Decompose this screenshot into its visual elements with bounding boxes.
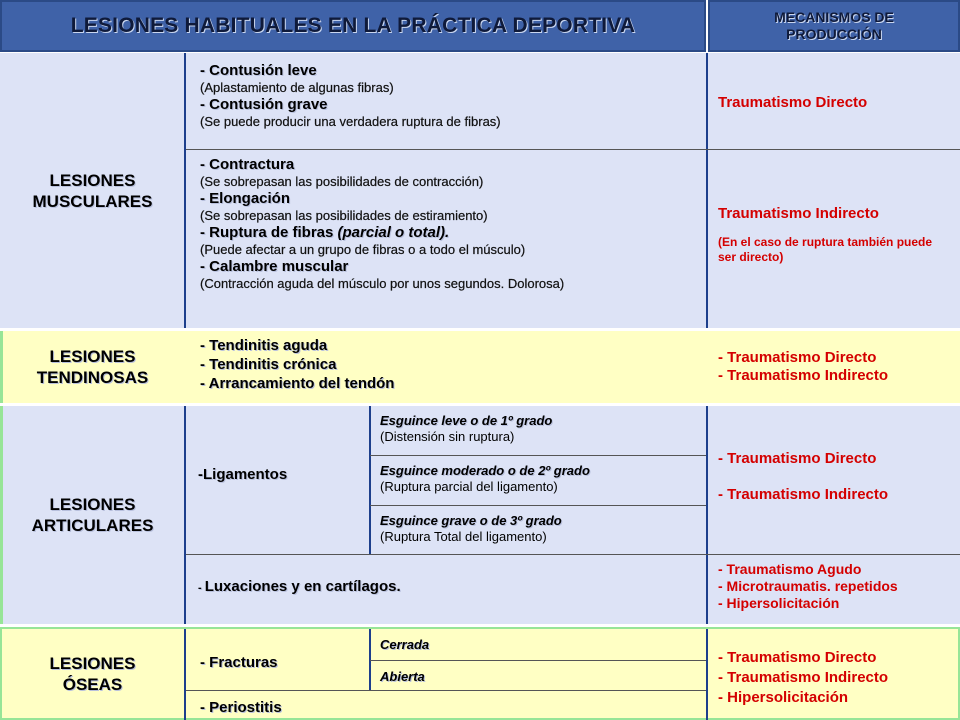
musculares-group1 [186, 58, 706, 148]
luxaciones-mechanism [708, 561, 958, 612]
esguince-grado-3 [370, 509, 706, 545]
mechanism-indirecto: - Traumatismo Indirecto [718, 486, 889, 503]
contusion-grave: - Contusión grave [200, 96, 328, 113]
ligamentos-label: -Ligamentos [198, 466, 288, 483]
esguince-grado-1-desc: (Distensión sin ruptura) [380, 429, 515, 444]
contusion-grave-desc: (Se puede producir una verdadera ruptura de fibras) [200, 114, 501, 129]
musculares-group2-mechanism [708, 205, 953, 265]
esguince-grado-3-title: Esguince grave o de 3º grado [380, 513, 562, 528]
divider [370, 505, 706, 506]
tendinitis-aguda: - Tendinitis aguda [200, 337, 328, 354]
articulares-label [0, 406, 185, 624]
ruptura-fibras-type: (parcial o total). [337, 224, 450, 241]
mechanism-note: (En el caso de ruptura también puede ser directo) [718, 235, 933, 264]
ruptura-fibras-main: - Ruptura de fibras [200, 224, 338, 241]
elongacion: - Elongación [200, 190, 290, 207]
esguince-grado-3-desc: (Ruptura Total del ligamento) [380, 529, 547, 544]
tendinosas-items [186, 336, 706, 393]
luxaciones-dash: - [198, 582, 205, 594]
oseas-label-line2: ÓSEAS [62, 674, 123, 694]
mechanism-directo: - Traumatismo Directo [718, 349, 877, 366]
fractura-abierta [370, 669, 425, 685]
mechanism-hipersolicitacion: - Hipersolicitación [718, 595, 840, 611]
periostitis [186, 699, 282, 716]
esguince-grado-2 [370, 459, 706, 495]
divider [370, 455, 706, 456]
tendinitis-cronica: - Tendinitis crónica [200, 356, 337, 373]
mechanism-directo: - Traumatismo Directo [718, 450, 877, 467]
ruptura-fibras-desc: (Puede afectar a un grupo de fibras o a todo el músculo) [200, 242, 526, 257]
fractura-cerrada [370, 637, 429, 653]
mechanism-text: Traumatismo Indirecto [718, 205, 879, 222]
tendinosas-label-line2: TENDINOSAS [36, 368, 149, 387]
musculares-label-line1: LESIONES [49, 170, 136, 190]
articulares-label-line1: LESIONES [49, 495, 136, 514]
divider [186, 149, 960, 150]
divider [370, 660, 706, 661]
oseas-label [0, 627, 185, 720]
tendinosas-mechanism [708, 349, 958, 385]
periostitis-label: - Periostitis [200, 699, 282, 716]
mechanisms-header [708, 0, 960, 52]
musculares-label-line2: MUSCULARES [32, 191, 153, 211]
ruptura-fibras [200, 224, 706, 241]
fractura-abierta-label: Abierta [380, 669, 425, 684]
esguince-grado-1 [370, 409, 706, 445]
articulares-mechanism [708, 449, 958, 505]
table-title-text: LESIONES HABITUALES EN LA PRÁCTICA DEPORTIVA [70, 14, 636, 37]
musculares-label [0, 53, 185, 328]
articulares-label-line2: ARTICULARES [31, 516, 154, 535]
esguince-grado-1-title: Esguince leve o de 1º grado [380, 413, 553, 428]
mechanism-text: Traumatismo Directo [718, 94, 868, 111]
calambre: - Calambre muscular [200, 258, 349, 275]
esguince-grado-2-title: Esguince moderado o de 2º grado [380, 463, 590, 478]
tendinosas-label-line1: LESIONES [49, 347, 136, 366]
luxaciones-text: Luxaciones y en cartílagos. [204, 578, 401, 595]
contusion-leve: - Contusión leve [200, 62, 317, 79]
contusion-leve-desc: (Aplastamiento de algunas fibras) [200, 80, 394, 95]
mechanism-indirecto: - Traumatismo Indirecto [718, 367, 889, 384]
mechanism-indirecto: - Traumatismo Indirecto [718, 669, 889, 686]
luxaciones-label [198, 578, 401, 597]
mechanism-microtraumatismos: - Microtraumatis. repetidos [718, 578, 898, 594]
contractura: - Contractura [200, 156, 295, 173]
mechanism-hipersolicitacion: - Hipersolicitación [718, 689, 849, 706]
table-title [0, 0, 706, 52]
divider [186, 554, 960, 555]
elongacion-desc: (Se sobrepasan las posibilidades de estiramiento) [200, 208, 488, 223]
mechanism-agudo: - Traumatismo Agudo [718, 561, 862, 577]
fracturas [186, 654, 278, 671]
arrancamiento-tendon: - Arrancamiento del tendón [200, 375, 395, 392]
luxaciones [186, 578, 401, 597]
tendinosas-label [0, 331, 185, 403]
musculares-group1-mechanism [708, 94, 958, 112]
ligamentos [186, 466, 287, 483]
mechanisms-header-text: MECANISMOS DE PRODUCCIÓN [774, 9, 894, 42]
calambre-desc: (Contracción aguda del músculo por unos segundos. Dolorosa) [200, 276, 565, 291]
musculares-group2 [186, 152, 706, 327]
contractura-desc: (Se sobrepasan las posibilidades de contracción) [200, 174, 484, 189]
oseas-mechanism [708, 648, 958, 708]
divider [186, 690, 706, 691]
fracturas-label: - Fracturas [200, 654, 278, 671]
esguince-grado-2-desc: (Ruptura parcial del ligamento) [380, 479, 558, 494]
fractura-cerrada-label: Cerrada [380, 637, 430, 652]
oseas-label-line1: LESIONES [49, 653, 136, 673]
mechanism-directo: - Traumatismo Directo [718, 649, 877, 666]
